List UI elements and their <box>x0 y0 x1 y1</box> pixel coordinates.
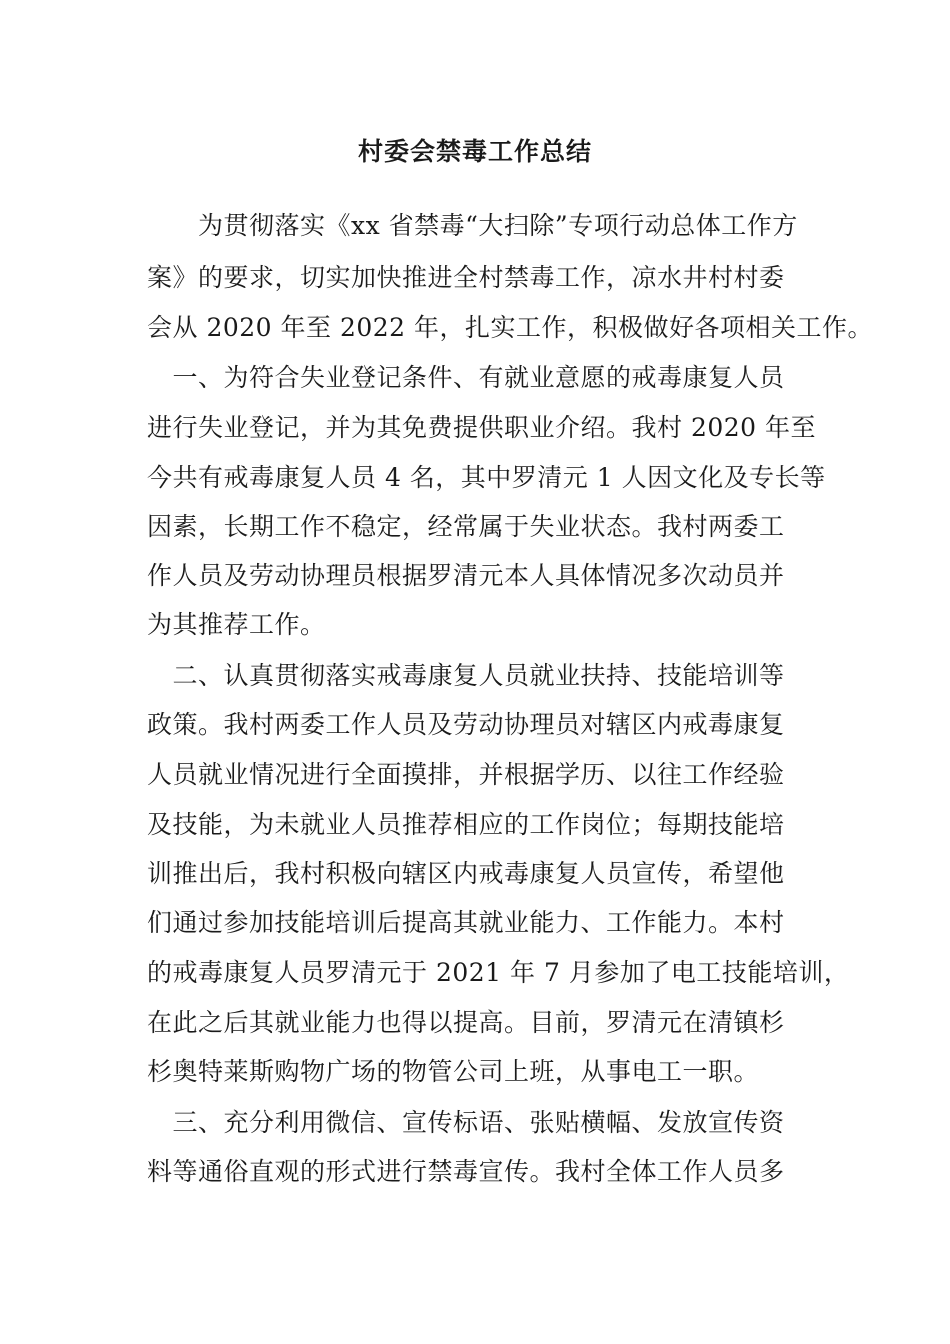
paragraph-line: 因素，长期工作不稳定，经常属于失业状态。我村两委工 <box>147 512 785 541</box>
paragraph-line: 杉奥特莱斯购物广场的物管公司上班，从事电工一职。 <box>147 1057 760 1086</box>
paragraph-line: 及技能，为未就业人员推荐相应的工作岗位；每期技能培 <box>147 810 785 839</box>
paragraph-line: 在此之后其就业能力也得以提高。目前，罗清元在清镇杉 <box>147 1008 785 1037</box>
paragraph-line: 人员就业情况进行全面摸排，并根据学历、以往工作经验 <box>147 760 785 789</box>
paragraph-line: 今共有戒毒康复人员 4 名，其中罗清元 1 人因文化及专长等 <box>147 463 826 492</box>
paragraph-line: 为其推荐工作。 <box>147 610 326 639</box>
paragraph-line: 二、认真贯彻落实戒毒康复人员就业扶持、技能培训等 <box>147 661 785 690</box>
paragraph-line: 的戒毒康复人员罗清元于 2021 年 7 月参加了电工技能培训， <box>147 958 850 987</box>
paragraph-line: 三、充分利用微信、宣传标语、张贴横幅、发放宣传资 <box>147 1108 785 1137</box>
paragraph-line: 一、为符合失业登记条件、有就业意愿的戒毒康复人员 <box>147 363 785 392</box>
paragraph-line: 政策。我村两委工作人员及劳动协理员对辖区内戒毒康复 <box>147 710 785 739</box>
paragraph-line: 作人员及劳动协理员根据罗清元本人具体情况多次动员并 <box>147 561 785 590</box>
paragraph-line: 料等通俗直观的形式进行禁毒宣传。我村全体工作人员多 <box>147 1157 785 1186</box>
paragraph-line: 会从 2020 年至 2022 年，扎实工作，积极做好各项相关工作。 <box>147 313 874 342</box>
paragraph-line: 进行失业登记，并为其免费提供职业介绍。我村 2020 年至 <box>147 413 817 442</box>
paragraph-line: 训推出后，我村积极向辖区内戒毒康复人员宣传，希望他 <box>147 859 785 888</box>
paragraph-line: 为贯彻落实《xx 省禁毒“大扫除”专项行动总体工作方 <box>147 211 798 240</box>
document-title: 村委会禁毒工作总结 <box>357 137 592 166</box>
paragraph-line: 们通过参加技能培训后提高其就业能力、工作能力。本村 <box>147 908 785 937</box>
paragraph-line: 案》的要求，切实加快推进全村禁毒工作，凉水井村村委 <box>147 263 785 292</box>
